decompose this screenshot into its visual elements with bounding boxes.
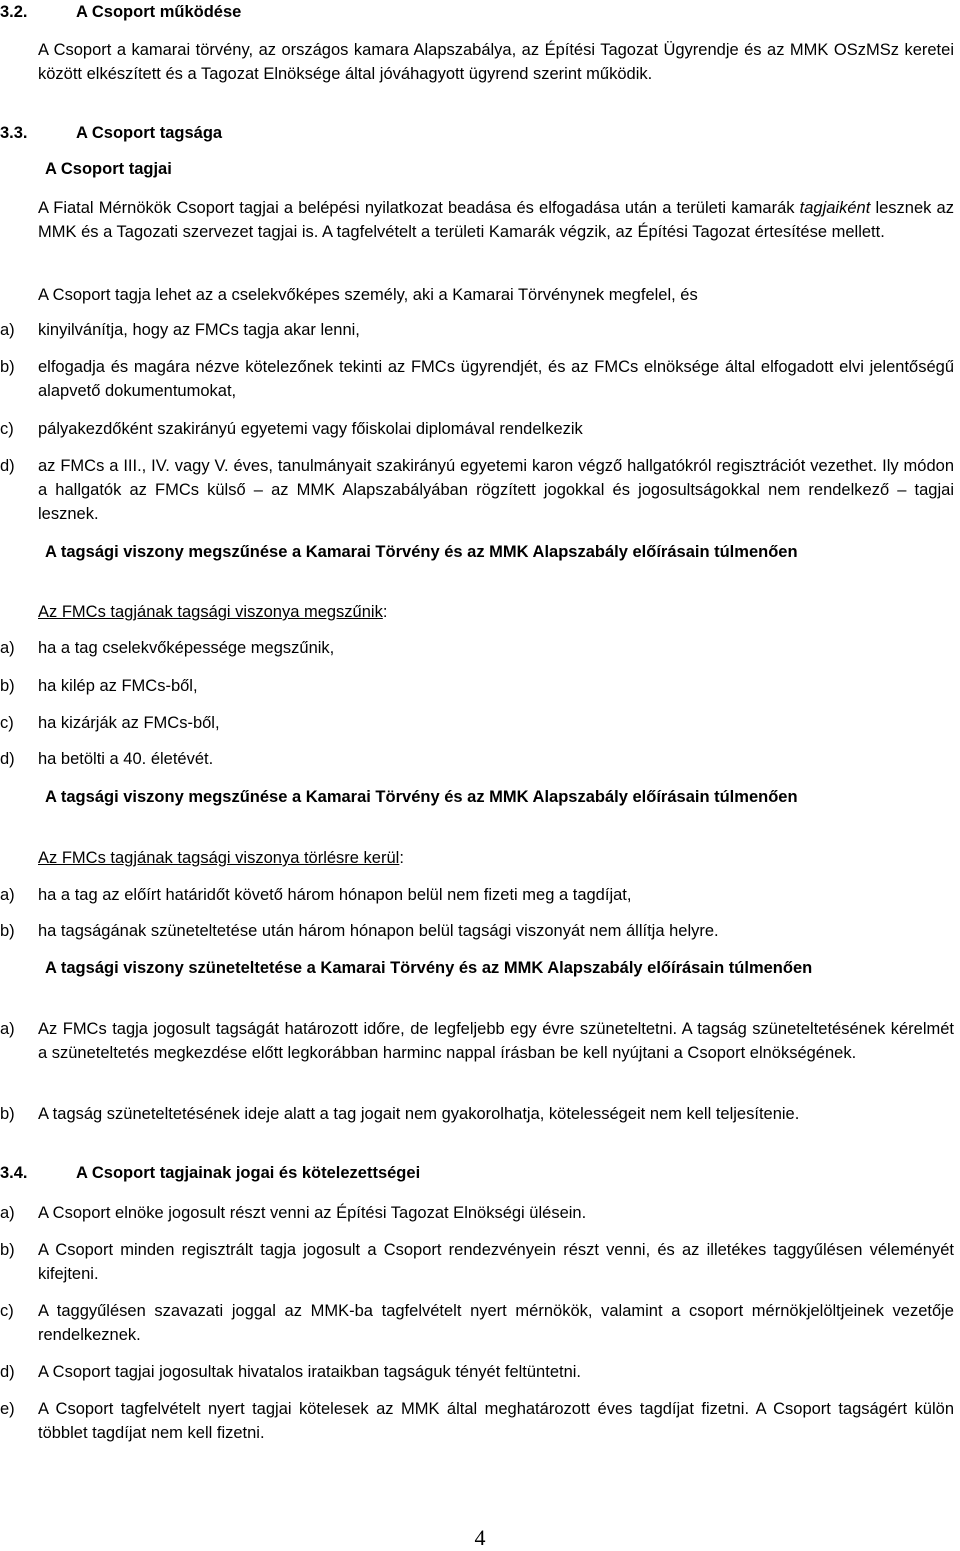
list-text: A taggyűlésen szavazati joggal az MMK-ba tagfelvételt nyert mérnökök, valamint a csoport mérnökjelöltjeinek vezetője rendelkeznek.: [38, 1302, 954, 1344]
list-label: b): [0, 358, 15, 376]
list-text: A Csoport elnöke jogosult részt venni az Építési Tagozat Elnökségi ülésein.: [38, 1204, 587, 1222]
list-text: A tagság szüneteltetésének ideje alatt a tag jogait nem gyakorolhatja, kötelességeit nem kell teljesítenie.: [38, 1105, 800, 1123]
section-3-2-heading: [0, 3, 960, 23]
list-label: c): [0, 420, 14, 438]
list-label: b): [0, 922, 15, 940]
condition-item: [0, 454, 954, 526]
list-label: c): [0, 1302, 14, 1320]
list-text: az FMCs a III., IV. vagy V. éves, tanulmányait szakirányú egyetemi karon végző hallgatókról regisztrációt vezethet. Ily módon a hallgatók az FMCs külső – az MMK Alapszabályában rögzített jogokkal és jogosultságokkal nem rendelkező – tagjai lesznek.: [38, 457, 954, 523]
suspension-item: [0, 1102, 954, 1126]
list-label: a): [0, 886, 15, 904]
section-number: 3.2.: [0, 3, 28, 21]
list-text: Az FMCs tagja jogosult tagságát határozott időre, de legfeljebb egy évre szüneteltetni. A tagság szüneteltetésének kérelmét a szüneteltetés megkezdése előtt legkorábban harminc nappal írásban be kell nyújtani a Csoport elnökségének.: [38, 1020, 954, 1062]
list-text: ha kizárják az FMCs-ből,: [38, 714, 220, 732]
list-text: kinyilvánítja, hogy az FMCs tagja akar lenni,: [38, 321, 360, 339]
list-text: ha betölti a 40. életévét.: [38, 750, 214, 768]
condition-item: [0, 417, 954, 441]
section-number: 3.4.: [0, 1164, 28, 1182]
rights-item: [0, 1238, 954, 1286]
suspension-heading: A tagsági viszony szüneteltetése a Kamarai Törvény és az MMK Alapszabály előírásain túlmenően: [45, 959, 813, 977]
rights-item: [0, 1360, 954, 1384]
list-label: a): [0, 1204, 15, 1222]
members-paragraph: A Fiatal Mérnökök Csoport tagjai a belépési nyilatkozat beadása és elfogadása után a területi kamarák tagjaiként lesznek az MMK és a Tagozati szervezet tagjai is. A tagfelvételt a területi Kamarák végzik, az Építési Tagozat értesítése mellett.: [38, 199, 954, 241]
list-label: b): [0, 1241, 15, 1259]
list-label: a): [0, 1020, 15, 1038]
deletion-item: [0, 883, 954, 907]
list-text: ha a tag az előírt határidőt követő három hónapon belül nem fizeti meg a tagdíjat,: [38, 886, 632, 904]
list-text: pályakezdőként szakirányú egyetemi vagy főiskolai diplomával rendelkezik: [38, 420, 583, 438]
members-subheading: A Csoport tagjai: [45, 160, 172, 178]
list-text: ha a tag cselekvőképessége megszűnik,: [38, 639, 335, 657]
list-label: b): [0, 677, 15, 695]
termination-item: [0, 674, 954, 698]
rights-item: [0, 1299, 954, 1347]
rights-item: [0, 1201, 954, 1225]
list-label: b): [0, 1105, 15, 1123]
section-title: A Csoport tagsága: [76, 124, 223, 142]
deletion-heading: A tagsági viszony megszűnése a Kamarai Törvény és az MMK Alapszabály előírásain túlmenően: [45, 788, 798, 806]
list-text: A Csoport tagfelvételt nyert tagjai kötelesek az MMK által meghatározott éves tagdíjat fizetni. A Csoport tagságért külön többlet tagdíjat nem kell fizetni.: [38, 1400, 954, 1442]
condition-item: [0, 355, 954, 403]
list-label: c): [0, 714, 14, 732]
section-number: 3.3.: [0, 124, 28, 142]
list-label: a): [0, 321, 15, 339]
list-text: A Csoport minden regisztrált tagja jogosult a Csoport rendezvényein részt venni, és az illetékes taggyűlésen véleményét kifejteni.: [38, 1241, 954, 1283]
section-3-2-paragraph: A Csoport a kamarai törvény, az országos kamara Alapszabálya, az Építési Tagozat Ügyrendje és az MMK OSzMSz keretei között elkészített és a Tagozat Elnöksége által jóváhagyott ügyrend szerint működik.: [38, 41, 954, 83]
deletion-subheading: Az FMCs tagjának tagsági viszonya törlésre kerül:: [38, 849, 404, 867]
list-text: elfogadja és magára nézve kötelezőnek tekinti az FMCs ügyrendjét, és az FMCs elnöksége által elfogadott elvi jelentőségű alapvető dokumentumokat,: [38, 358, 954, 400]
list-label: d): [0, 750, 15, 768]
termination-item: [0, 636, 954, 660]
list-text: ha tagságának szüneteltetése után három hónapon belül tagsági viszonyát nem állítja helyre.: [38, 922, 719, 940]
termination-subheading: Az FMCs tagjának tagsági viszonya megszűnik:: [38, 603, 388, 621]
list-text: A Csoport tagjai jogosultak hivatalos irataikban tagságuk tényét feltüntetni.: [38, 1363, 582, 1381]
section-title: A Csoport működése: [76, 3, 242, 21]
section-title: A Csoport tagjainak jogai és kötelezettségei: [76, 1164, 421, 1182]
list-label: a): [0, 639, 15, 657]
termination-item: [0, 747, 954, 771]
deletion-item: [0, 919, 954, 943]
list-text: ha kilép az FMCs-ből,: [38, 677, 198, 695]
page-number: 4: [474, 1525, 486, 1550]
eligibility-paragraph: A Csoport tagja lehet az a cselekvőképes személy, aki a Kamarai Törvénynek megfelel, és: [38, 286, 698, 304]
suspension-item: [0, 1017, 954, 1065]
list-label: e): [0, 1400, 15, 1418]
termination-item: [0, 711, 954, 735]
termination-heading: A tagsági viszony megszűnése a Kamarai Törvény és az MMK Alapszabály előírásain túlmenően: [45, 543, 798, 561]
condition-item: [0, 318, 954, 342]
rights-item: [0, 1397, 954, 1445]
list-label: d): [0, 457, 15, 475]
list-label: d): [0, 1363, 15, 1381]
